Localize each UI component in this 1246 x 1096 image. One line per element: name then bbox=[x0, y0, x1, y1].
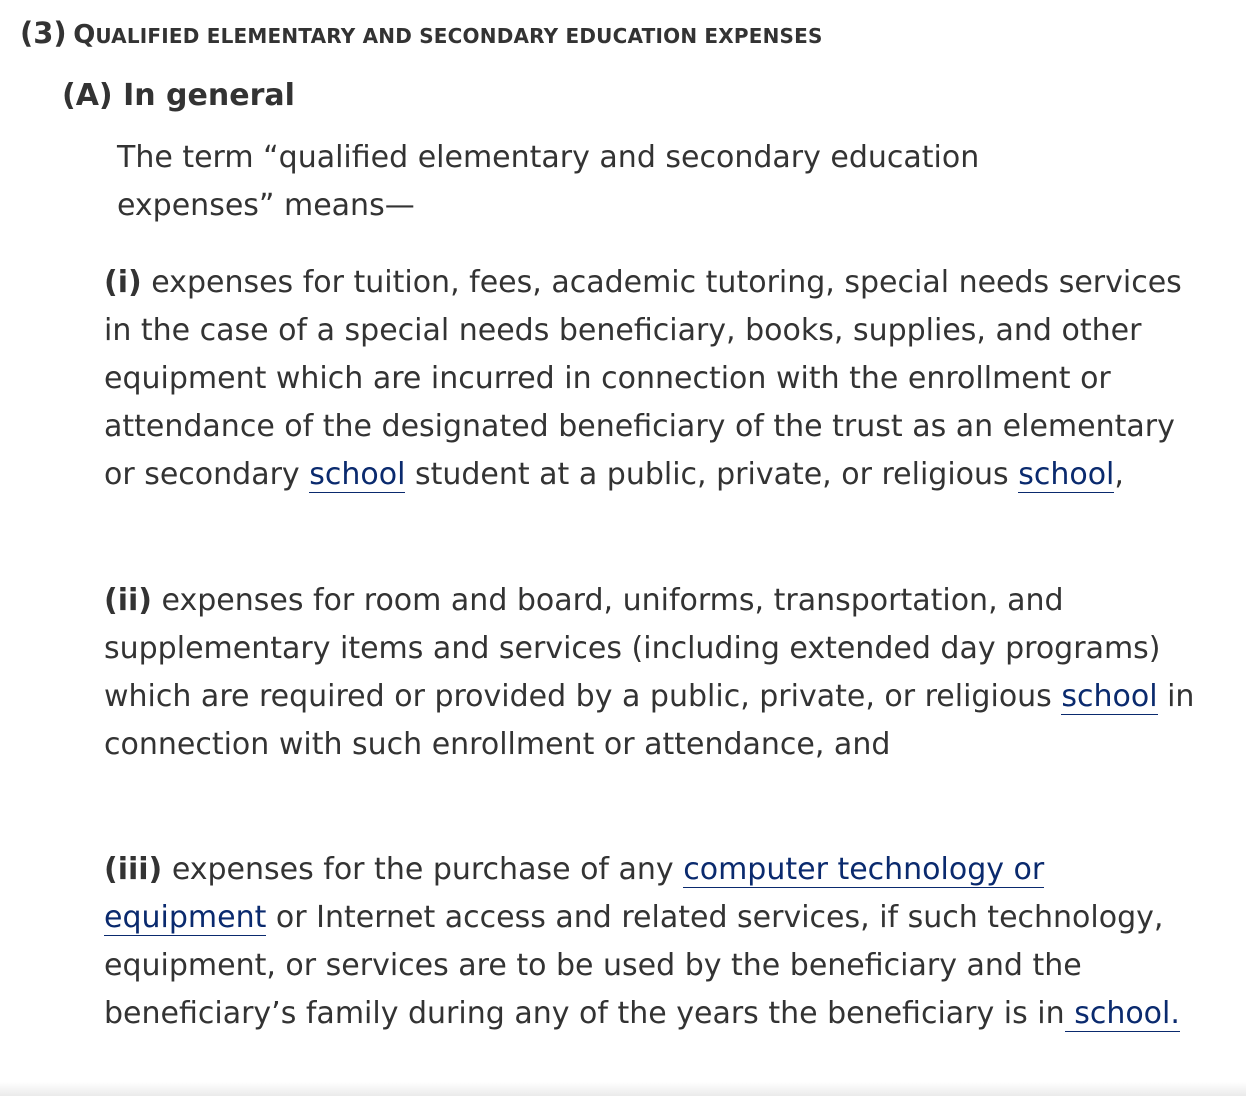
computer-technology-definition-link[interactable]: computer technology or equipment bbox=[104, 852, 1045, 935]
section-title-initial: Q bbox=[73, 20, 96, 50]
clause-iii bbox=[104, 846, 1214, 1038]
school-definition-link[interactable]: school bbox=[309, 457, 406, 492]
school-definition-link[interactable]: school. bbox=[1064, 996, 1180, 1031]
clause-text: expenses for the purchase of any bbox=[162, 852, 684, 887]
clause-text: student at a public, private, or religious bbox=[405, 457, 1019, 492]
clause-ii bbox=[104, 577, 1214, 769]
subsection-heading: (A) In general bbox=[62, 78, 295, 113]
clause-i bbox=[104, 259, 1214, 499]
school-definition-link[interactable]: school bbox=[1061, 679, 1158, 714]
school-definition-link[interactable]: school bbox=[1018, 457, 1115, 492]
clause-text: in connection with such enrollment or attendance, and bbox=[104, 679, 1195, 762]
subsection-intro: The term “qualified elementary and secondary education expenses” means— bbox=[117, 140, 980, 223]
section-title: UALIFIED ELEMENTARY AND SECONDARY EDUCATION EXPENSES bbox=[95, 24, 823, 48]
clause-text: or Internet access and related services, if such technology, equipment, or services are to be used by the beneficiary and the beneficiary’s family during any of the years the beneficiary is in bbox=[104, 900, 1164, 1031]
section-heading bbox=[20, 16, 823, 50]
section-number: (3) bbox=[20, 16, 67, 50]
clause-label: (iii) bbox=[104, 852, 163, 887]
clause-label: (i) bbox=[104, 265, 142, 300]
clause-text: expenses for tuition, fees, academic tutoring, special needs services in the case of a special needs beneficiary, books, supplies, and other equipment which are incurred in connection with the enrollment or attendance of the designated beneficiary of the trust as an elementary or secondary bbox=[104, 265, 1182, 492]
clause-text: expenses for room and board, uniforms, transportation, and supplementary items and services (including extended day programs) which are required or provided by a public, private, or religious bbox=[104, 583, 1161, 714]
clause-label: (ii) bbox=[104, 583, 152, 618]
bottom-fade bbox=[0, 1082, 1246, 1096]
clause-text: , bbox=[1114, 457, 1124, 492]
